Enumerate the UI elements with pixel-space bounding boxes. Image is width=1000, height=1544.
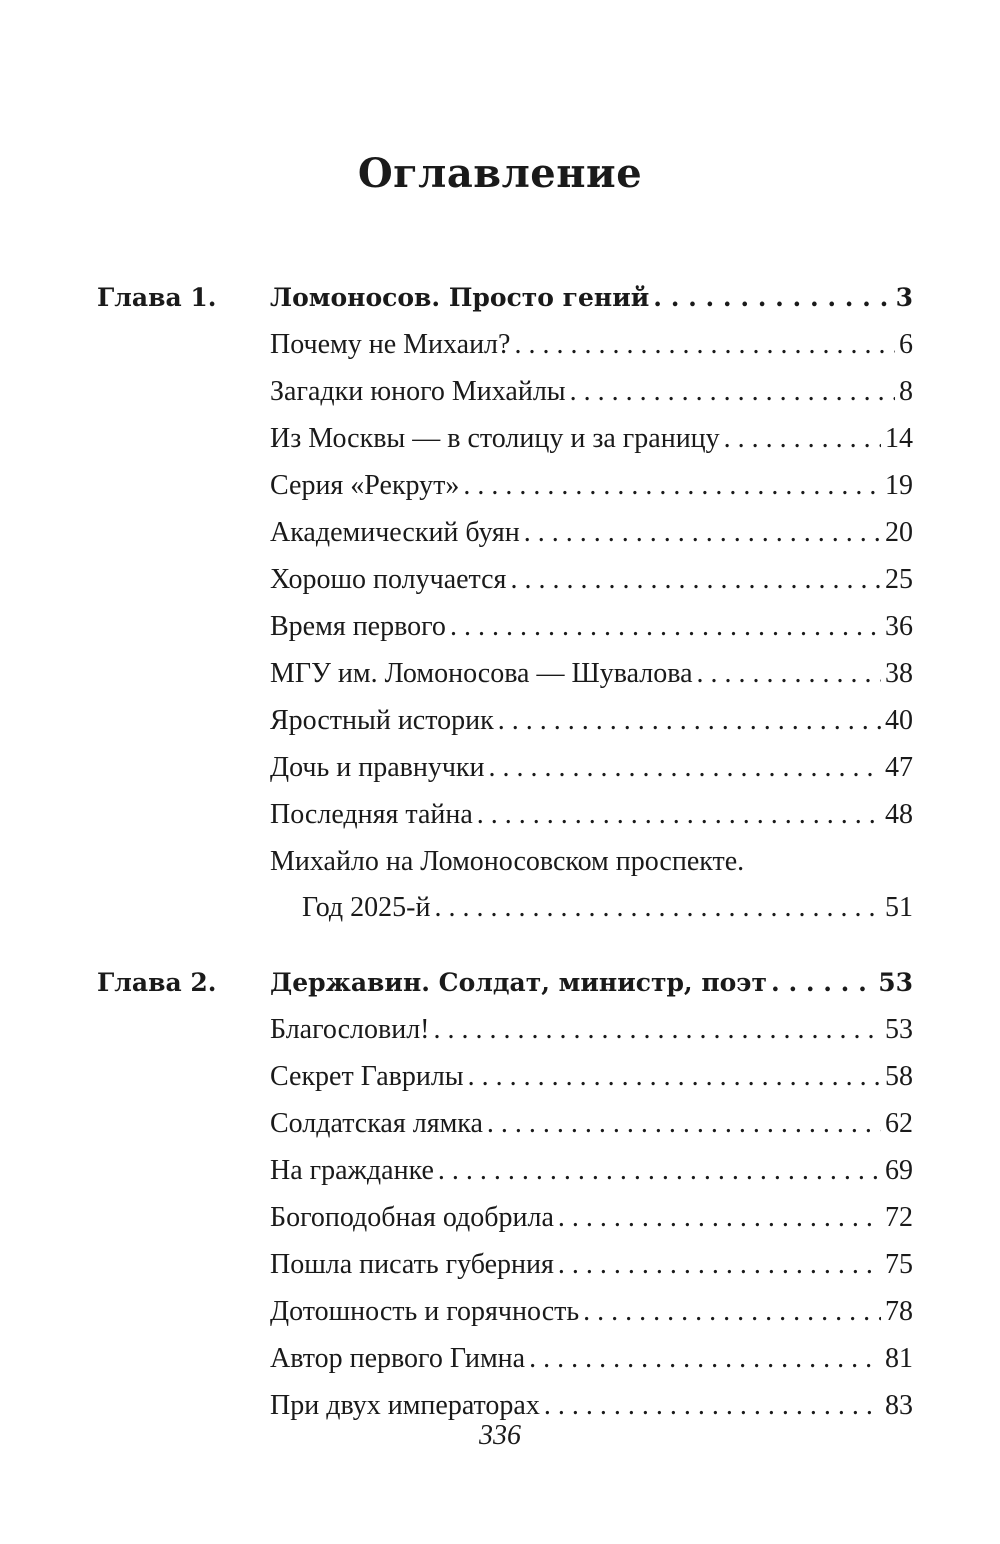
- toc-item: Время первого . . . 36: [270, 604, 913, 651]
- chapter-label: Глава 2.: [97, 968, 217, 997]
- toc-item: Последняя тайна . . . 48: [270, 792, 913, 839]
- toc-chapter-heading: Ломоносов. Просто гений . . . 3: [270, 275, 913, 322]
- toc-item: Богоподобная одобрила . . . 72: [270, 1195, 913, 1242]
- toc-item: Хорошо получается . . . 25: [270, 557, 913, 604]
- toc-list: [270, 960, 913, 1430]
- toc-item: Секрет Гаврилы . . . 58: [270, 1054, 913, 1101]
- toc-list: [270, 275, 913, 933]
- toc-chapter-heading: Державин. Солдат, министр, поэт . . . 53: [270, 960, 913, 1007]
- toc-item: При двух императорах . . . 83: [270, 1383, 913, 1430]
- toc-item: Солдатская лямка . . . 62: [270, 1101, 913, 1148]
- page-number: 336: [479, 1420, 521, 1451]
- toc-item: Автор первого Гимна . . . 81: [270, 1336, 913, 1383]
- toc-item: Дотошность и горячность . . . 78: [270, 1289, 913, 1336]
- toc-item: Серия «Рекрут» . . . 19: [270, 463, 913, 510]
- toc-item: Яростный историк . . . 40: [270, 698, 913, 745]
- toc-item: Пошла писать губерния . . . 75: [270, 1242, 913, 1289]
- toc-item: На гражданке . . . 69: [270, 1148, 913, 1195]
- toc-item: Михайло на Ломоносовском проспекте. Год 2025-й . . . 51: [270, 839, 913, 933]
- toc-item: Дочь и правнучки . . . 47: [270, 745, 913, 792]
- page-title: Оглавление: [357, 150, 643, 197]
- toc-item: Благословил! . . . 53: [270, 1007, 913, 1054]
- toc-item: Почему не Михаил? . . . 6: [270, 322, 913, 369]
- toc-item: Из Москвы — в столицу и за границу . . . 14: [270, 416, 913, 463]
- toc-item: МГУ им. Ломоносова — Шувалова . . . 38: [270, 651, 913, 698]
- chapter-label: Глава 1.: [97, 283, 217, 312]
- toc-item: Академический буян . . . 20: [270, 510, 913, 557]
- toc-item: Загадки юного Михайлы . . . 8: [270, 369, 913, 416]
